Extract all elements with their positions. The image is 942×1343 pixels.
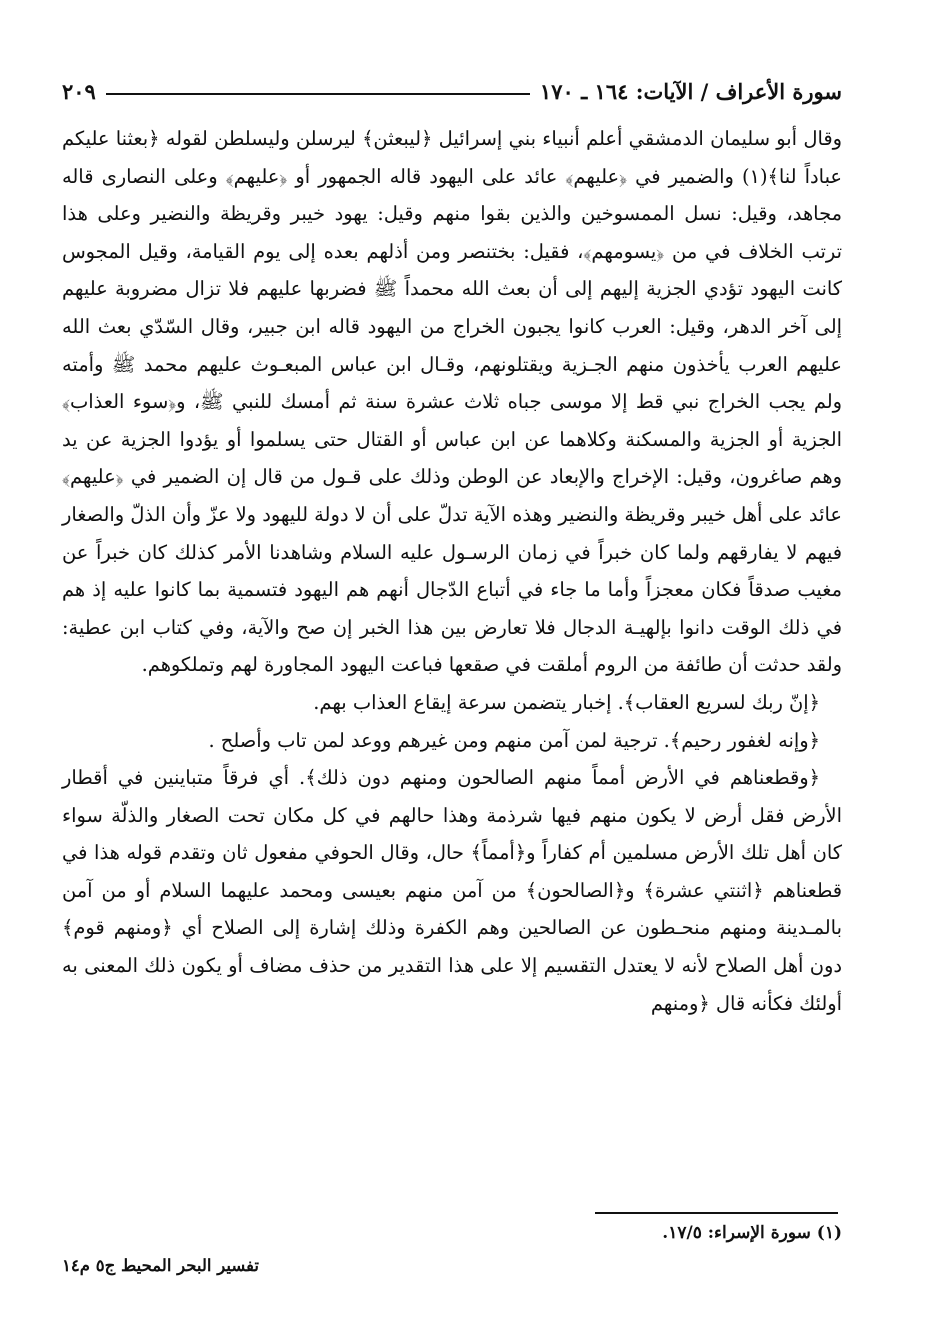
page-number: ٢٠٩ [62,79,96,104]
main-text [62,120,842,1022]
surah-title: سورة الأعراف / الآيات: ١٦٤ ـ ١٧٠ [539,79,842,104]
paragraph: وقال أبو سليمان الدمشقي أعلم أنبياء بني إسرائيل ﴿ليبعثن﴾ ليرسلن وليسلطن لقوله ﴿بعثنا عليكم عباداً لنا﴾(١) والضمير في ﴿عليهم﴾ عائد على اليهود قاله الجمهور أو ﴿عليهم﴾ وعلى النصارى قاله مجاهد، وقيل: نسل الممسوخين والذين بقوا منهم وقيل: يهود خيبر وقريظة والنضير وعلى هذا ترتب الخلاف في من ﴿يسومهم﴾، فقيل: بختنصر ومن أذلهم بعده إلى يوم القيامة، وقيل المجوس كانت اليهود تؤدي الجزية إليهم إلى أن بعث الله محمداً ﷺ فضربها عليهم فلا تزال مضروبة عليهم إلى آخر الدهر، وقيل: العرب كانوا يجبون الخراج من اليهود قاله ابن جبير، وقال السّدّي بعث الله عليهم العرب يأخذون منهم الجـزية ويقتلونهم، وقـال ابن عباس المبعـوث عليهم محمد ﷺ وأمته ولم يجب الخراج نبي قط إلا موسى جباه ثلاث عشرة سنة ثم أمسك للنبي ﷺ، و﴿سوء العذاب﴾ الجزية أو الجزية والمسكنة وكلاهما عن ابن عباس أو القتال حتى يسلموا أو يؤدوا الجزية عن يد وهم صاغرون، وقيل: الإخراج والإبعاد عن الوطن وذلك على قـول من قال إن الضمير في ﴿عليهم﴾ عائد على أهل خيبر وقريظة والنضير وهذه الآية تدلّ على أن لا دولة لليهود ولا عزّ وأن الذلّ والصغار فيهم لا يفارقهم ولما كان خبراً في زمان الرسـول عليه السلام وشاهدنا الأمر كذلك كان خبراً عن مغيب صدقاً فكان معجزاً وأما ما جاء في أتباع الدّجال أنهم هم اليهود فتسمية بما كانوا عليه إذ هم في ذلك الوقت دانوا بإلهيـة الدجال فلا تعارض بين هذا الخبر إن صح والآية، وفي كتاب ابن عطية: ولقد حدثت أن طائفة من الروم أملقت في صقعها فباعت اليهود المجاورة لهم وتملكوهم. [62,127,842,677]
header-rule [106,93,530,95]
running-header [62,64,842,104]
paragraph: ﴿وقطعناهم في الأرض أمماً منهم الصالحون ومنهم دون ذلك﴾. أي فرقاً متباينين في أقطار الأرض فقل أرض لا يكون منهم فيها شرذمة وهذا حالهم في كل مكان تحت الصغار والذلّة سواء كان أهل تلك الأرض مسلمين أم كفاراً و﴿أمماً﴾ حال، وقال الحوفي مفعول ثان وتقدم قوله هذا في قطعناهم ﴿اثنتي عشرة﴾ و﴿الصالحون﴾ من آمن منهم بعيسى ومحمد عليهما السلام أو من آمن بالمـدينة ومنهم منحـطون عن الصالحين وهم الكفرة وذلك إشارة إلى الصلاح أي ﴿ومنهم قوم﴾ دون أهل الصلاح لأنه لا يعتدل التقسيم إلا على هذا التقدير من حذف مضاف أو يكون ذلك المعنى به أولئك فكأنه قال ﴿ومنهم [62,766,842,1015]
footnote: (١) سورة الإسراء: ١٧/٥. [662,1223,842,1243]
footnote-rule [595,1212,838,1214]
paragraph: ﴿إنّ ربك لسريع العقاب﴾. إخبار يتضمن سرعة إيقاع العذاب بهم. [313,690,820,714]
printer-signature: تفسير البحر المحيط ج٥ م١٤ [62,1256,259,1275]
paragraph: ﴿وإنه لغفور رحيم﴾. ترجية لمن آمن منهم ومن غيرهم ووعد لمن تاب وأصلح . [208,728,820,752]
